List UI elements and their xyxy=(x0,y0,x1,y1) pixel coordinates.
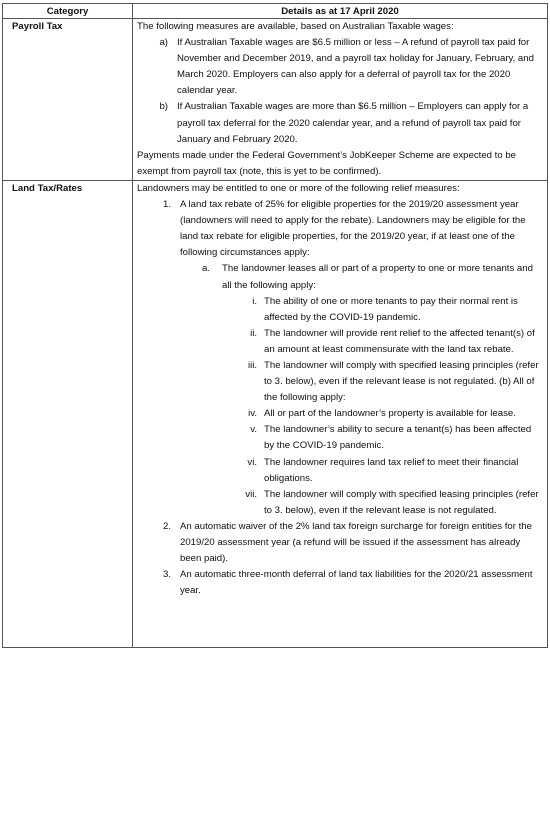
list-marker: vi. xyxy=(247,456,257,468)
list-marker: b) xyxy=(159,101,168,113)
list-marker: 1. xyxy=(162,199,171,211)
payroll-item-b xyxy=(137,99,543,147)
payroll-tax-category: Payroll Tax xyxy=(3,19,133,181)
land-tax-category: Land Tax/Rates xyxy=(3,180,133,647)
land-item-ii xyxy=(137,326,543,358)
payroll-tax-row xyxy=(3,19,548,181)
list-marker: vii. xyxy=(245,488,257,500)
land-intro: Landowners may be entitled to one or more of the following relief measures: xyxy=(137,182,460,194)
payroll-item-a xyxy=(137,35,543,99)
list-text: An automatic three-month deferral of land tax liabilities for the 2020/21 assessment year. xyxy=(180,569,533,597)
list-marker: a) xyxy=(159,37,168,49)
land-item-iv xyxy=(137,406,543,422)
list-marker: iv. xyxy=(248,408,257,420)
land-item-i xyxy=(137,294,543,326)
list-marker: a. xyxy=(201,263,210,275)
land-item-a xyxy=(137,261,543,293)
payroll-tax-details xyxy=(133,19,548,181)
land-item-2 xyxy=(137,519,543,567)
land-item-vii xyxy=(137,487,543,519)
list-text: An automatic waiver of the 2% land tax foreign surcharge for foreign entities for the 2019/20 assessment year (a refund will be issued if the assessment has already been paid). xyxy=(180,520,532,565)
land-tax-row xyxy=(3,180,548,647)
payroll-outro: Payments made under the Federal Government’s JobKeeper Scheme are expected to be exempt from payroll tax (note, this is yet to be confirmed). xyxy=(137,149,516,177)
list-text: The landowner leases all or part of a property to one or more tenants and all the following apply: xyxy=(222,263,533,291)
list-text: A land tax rebate of 25% for eligible properties for the 2019/20 assessment year (landowners will need to apply for the rebate). Landowners may be eligible for the land tax rebate for eligible properties, for the 2019/20 year, if at least one of the following circumstances apply: xyxy=(180,199,526,259)
land-item-v xyxy=(137,422,543,454)
list-marker: 2. xyxy=(162,520,171,532)
list-text: All or part of the landowner’s property is available for lease. xyxy=(264,408,516,420)
list-text: The landowner will comply with specified leasing principles (refer to 3. below), even if the relevant lease is not regulated. xyxy=(264,488,539,516)
land-tax-details xyxy=(133,180,548,647)
details-header: Details as at 17 April 2020 xyxy=(133,4,548,19)
list-marker: v. xyxy=(250,424,257,436)
list-text: The landowner will provide rent relief to the affected tenant(s) of an amount at least commensurate with the land tax rebate. xyxy=(264,327,535,355)
header-row xyxy=(3,4,548,19)
land-item-1 xyxy=(137,197,543,261)
land-item-iii xyxy=(137,358,543,406)
list-marker: ii. xyxy=(250,327,257,339)
list-text: If Australian Taxable wages are more than $6.5 million – Employers can apply for a payroll tax deferral for the 2020 calendar year, and a refund of payroll tax paid for January and February 2020. xyxy=(177,101,529,145)
list-marker: 3. xyxy=(162,569,171,581)
list-text: The landowner will comply with specified leasing principles (refer to 3. below), even if the relevant lease is not regulated. (b) All of the following apply: xyxy=(264,359,539,404)
relief-measures-table xyxy=(2,3,548,648)
list-marker: iii. xyxy=(247,359,257,371)
list-text: The landowner requires land tax relief to meet their financial obligations. xyxy=(264,456,519,484)
land-item-vi xyxy=(137,455,543,487)
payroll-intro: The following measures are available, based on Australian Taxable wages: xyxy=(137,21,454,32)
list-text: The landowner’s ability to secure a tenant(s) has been affected by the COVID-19 pandemic. xyxy=(264,424,532,452)
land-item-3 xyxy=(137,567,543,647)
category-header: Category xyxy=(3,4,133,19)
list-text: The ability of one or more tenants to pay their normal rent is affected by the COVID-19 pandemic. xyxy=(264,295,518,323)
list-marker: i. xyxy=(252,295,257,307)
list-text: If Australian Taxable wages are $6.5 million or less – A refund of payroll tax paid for November and December 2019, and a payroll tax holiday for January, February, and March 2020. Employers can also apply for a deferral of payroll tax for the 2020 calendar year. xyxy=(177,37,534,97)
